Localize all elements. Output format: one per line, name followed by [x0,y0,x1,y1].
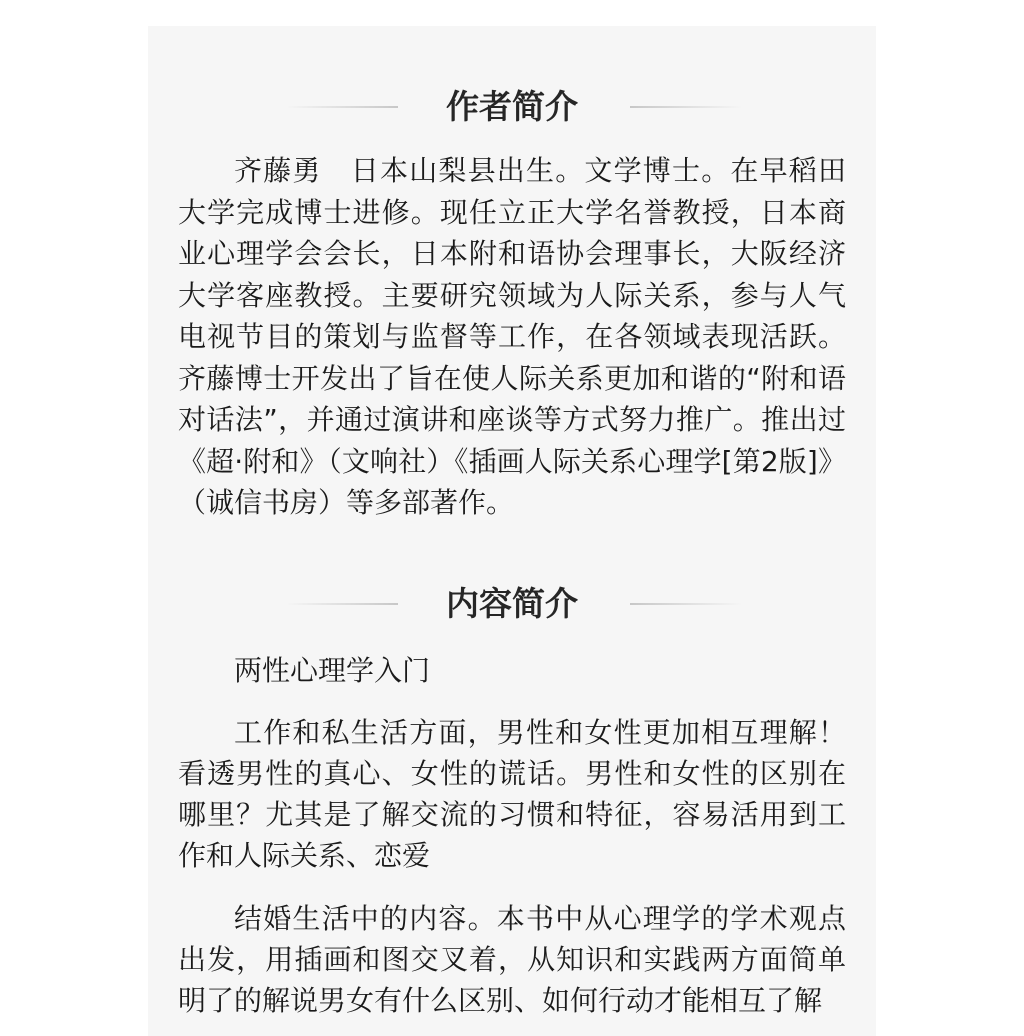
content-paragraph: 工作和私生活方面，男性和女性更加相互理解！看透男性的真心、女性的谎话。男性和女性的区别在哪里？尤其是了解交流的习惯和特征，容易活用到工作和人际关系、恋爱 [178,716,846,872]
content-paragraph: 结婚生活中的内容。本书中从心理学的学术观点出发，用插画和图交叉着，从知识和实践两方面简单明了的解说男女有什么区别、如何行动才能相互了解 [178,902,846,1017]
author-section-header [148,83,876,131]
book-info-panel [148,26,876,1036]
content-subtitle: 两性心理学入门 [234,654,431,687]
header-divider-right [630,106,742,108]
header-divider-right [630,603,742,605]
author-section-title: 作者简介 [446,87,578,126]
content-section-header [148,580,876,628]
author-bio: 齐藤勇 日本山梨县出生。文学博士。在早稻田大学完成博士进修。现任立正大学名誉教授，日本商业心理学会会长，日本附和语协会理事长，大阪经济大学客座教授。主要研究领域为人际关系，参与人气电视节目的策划与监督等工作，在各领域表现活跃。齐藤博士开发出了旨在使人际关系更加和谐的“附和语对话法”，并通过演讲和座谈等方式努力推广。推出过《超·附和》（文响社）《插画人际关系心理学[第2版]》（诚信书房）等多部著作。 [178,154,846,519]
content-section-title: 内容简介 [446,584,578,623]
